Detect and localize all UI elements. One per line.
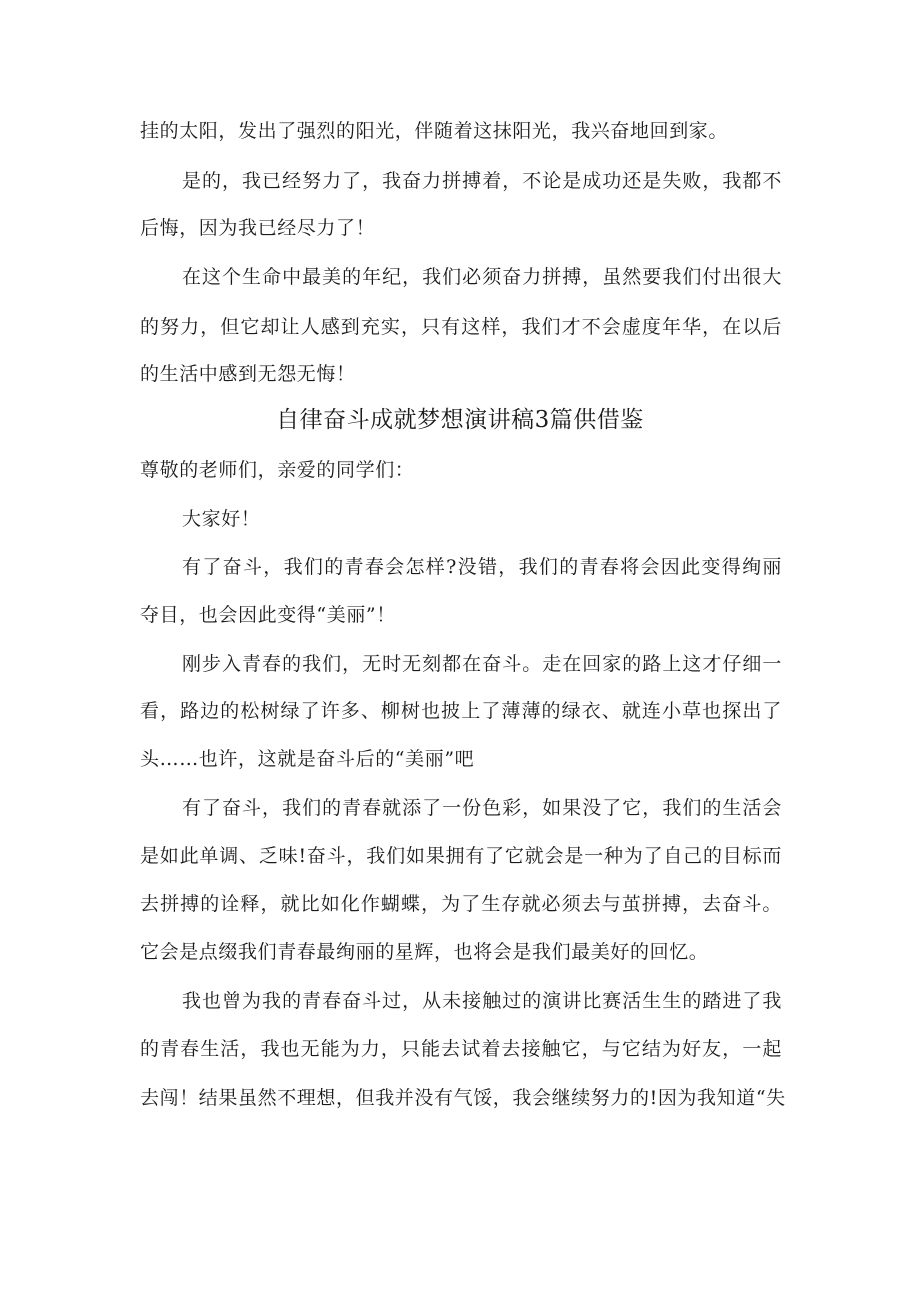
paragraph-line: 挂的太阳，发出了强烈的阳光，伴随着这抹阳光，我兴奋地回到家。 [140, 120, 729, 142]
paragraph-line: 刚步入青春的我们，无时无刻都在奋斗。走在回家的路上这才仔细一 [182, 653, 782, 675]
paragraph-line: 在这个生命中最美的年纪，我们必须奋力拼搏，虽然要我们付出很大 [182, 266, 782, 288]
paragraph-line: 的青春生活，我也无能为力，只能去试着去接触它，与它结为好友，一起 [140, 1038, 782, 1060]
paragraph-line: 去拼搏的诠释，就比如化作蝴蝶，为了生存就必须去与茧拼搏，去奋斗。 [140, 893, 782, 915]
paragraph-line: 后悔，因为我已经尽力了！ [140, 217, 376, 239]
paragraph-line: 它会是点缀我们青春最绚丽的星辉，也将会是我们最美好的回忆。 [140, 941, 709, 963]
paragraph-line: 是如此单调、乏味!奋斗，我们如果拥有了它就会是一种为了自己的目标而 [140, 845, 782, 867]
paragraph-line: 去闯！结果虽然不理想，但我并没有气馁，我会继续努力的!因为我知道“失 [140, 1087, 786, 1109]
paragraph-line: 是的，我已经努力了，我奋力拼搏着，不论是成功还是失败，我都不 [182, 170, 782, 192]
document-title: 自律奋斗成就梦想演讲稿3篇供借鉴 [276, 407, 644, 433]
paragraph-line: 我也曾为我的青春奋斗过，从未接触过的演讲比赛活生生的踏进了我 [182, 990, 782, 1012]
paragraph-line: 头……也许，这就是奋斗后的“美丽”吧 [140, 748, 475, 770]
paragraph-line: 看，路边的松树绿了许多、柳树也披上了薄薄的绿衣、就连小草也探出了 [140, 700, 782, 722]
paragraph-line: 有了奋斗，我们的青春会怎样?没错，我们的青春将会因此变得绚丽 [182, 556, 782, 578]
paragraph-line: 夺目，也会因此变得“美丽”！ [140, 604, 396, 626]
paragraph-line: 的生活中感到无怨无悔！ [140, 363, 356, 385]
paragraph-line: 的努力，但它却让人感到充实，只有这样，我们才不会虚度年华，在以后 [140, 316, 782, 338]
salutation-line: 尊敬的老师们，亲爱的同学们： [140, 459, 415, 481]
greeting-line: 大家好！ [182, 508, 261, 530]
paragraph-line: 有了奋斗，我们的青春就添了一份色彩，如果没了它，我们的生活会 [182, 797, 782, 819]
